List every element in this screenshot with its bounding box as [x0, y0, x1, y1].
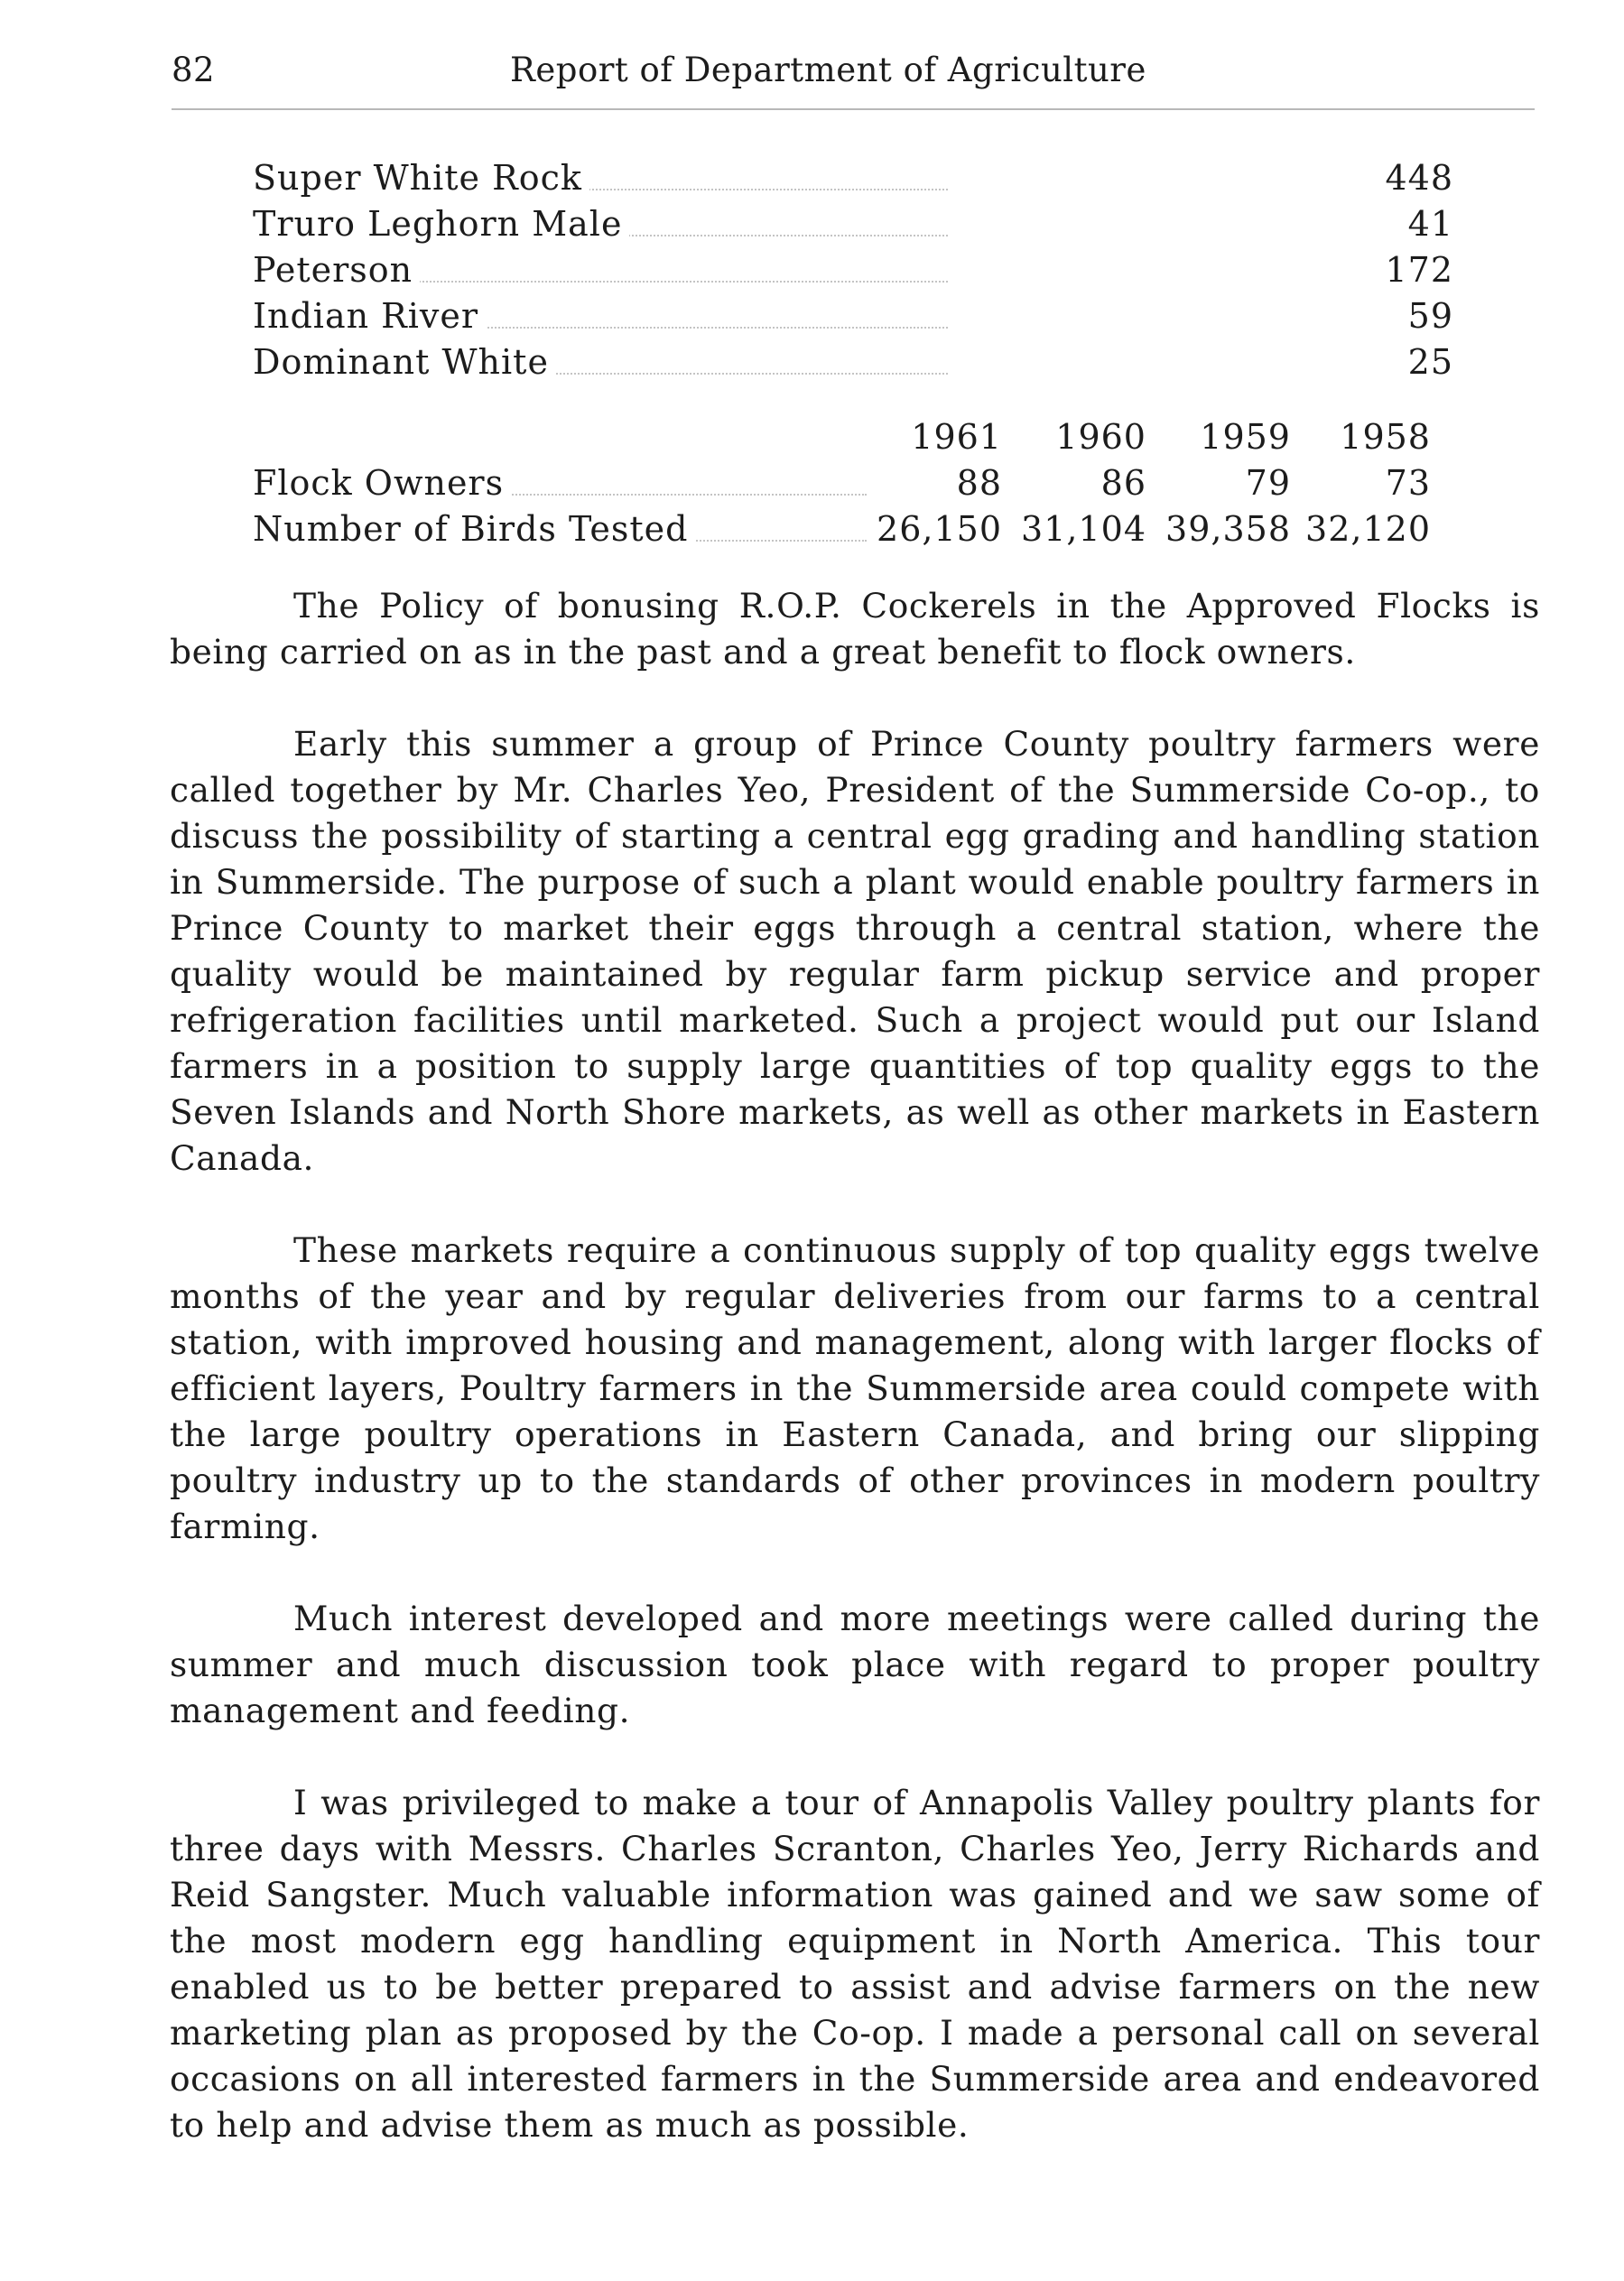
breed-count: 448 — [1385, 158, 1453, 198]
breed-count: 25 — [1407, 342, 1453, 382]
paragraph-egg-station: Early this summer a group of Prince County poultry farmers were called together by Mr. Charles Yeo, President of the Summerside Co-op., to discuss the possibility of starting a central egg grading and handling station in Summerside. The purpose of such a plant would enable poultry farmers in Prince County to market their eggs through a central station, where the quality would be maintained by regular farm pickup service and proper refrigeration facilities until marketed. Such a project would put our Island farmers in a position to supply large quantities of top quality eggs to the Seven Islands and North Shore markets, as well as other markets in Eastern Canada. — [170, 724, 1540, 1178]
year-header: 1959 — [1200, 417, 1291, 457]
breed-row — [253, 296, 1453, 342]
breed-name: Peterson — [253, 250, 420, 290]
running-header — [172, 51, 1544, 105]
breed-name: Indian River — [253, 296, 486, 336]
stats-cell: 39,358 — [1165, 509, 1291, 549]
stats-cell: 73 — [1385, 463, 1431, 503]
stats-cell: 79 — [1245, 463, 1291, 503]
stats-cell: 88 — [956, 463, 1002, 503]
breed-row — [253, 158, 1453, 204]
paragraph-annapolis-tour: I was privileged to make a tour of Annapolis Valley poultry plants for three days with Messrs. Charles Scranton, Charles Yeo, Jerry Richards and Reid Sangster. Much valuable information was gained and we saw some of the most modern egg handling equipment in North America. This tour enabled us to be better prepared to assist and advise farmers on the new marketing plan as proposed by the Co-op. I made a personal call on several occasions on all interested farmers in the Summerside area and endeavored to help and advise them as much as possible. — [170, 1783, 1540, 2145]
paragraph-rop-bonus: The Policy of bonusing R.O.P. Cockerels in the Approved Flocks is being carried on as in the past and a great benefit to flock owners. — [170, 586, 1540, 672]
breed-name: Dominant White — [253, 342, 556, 382]
page-number: 82 — [172, 51, 216, 89]
breed-row — [253, 250, 1453, 296]
stats-row-label: Flock Owners — [253, 463, 511, 503]
header-rule — [172, 108, 1535, 110]
flock-stats-table — [253, 417, 1453, 555]
year-header: 1958 — [1340, 417, 1431, 457]
stats-cell: 32,120 — [1305, 509, 1431, 549]
year-header: 1961 — [911, 417, 1002, 457]
breed-row — [253, 204, 1453, 250]
stats-header-row — [253, 417, 1453, 463]
year-header: 1960 — [1055, 417, 1146, 457]
breed-count: 59 — [1407, 296, 1453, 336]
stats-row-label: Number of Birds Tested — [253, 509, 695, 549]
running-title: Report of Department of Agriculture — [510, 51, 1146, 89]
stats-cell: 86 — [1100, 463, 1146, 503]
breed-list — [253, 158, 1453, 388]
breed-row — [253, 342, 1453, 388]
breed-name: Super White Rock — [253, 158, 589, 198]
stats-cell: 31,104 — [1021, 509, 1146, 549]
breed-count: 41 — [1407, 204, 1453, 244]
paragraph-meetings: Much interest developed and more meetings were called during the summer and much discussion took place with regard to proper poultry management and feeding. — [170, 1599, 1540, 1730]
breed-count: 172 — [1385, 250, 1453, 290]
paragraph-markets: These markets require a continuous supply of top quality eggs twelve months of the year and by regular deliveries from our farms to a central station, with improved housing and management, along with larger flocks of efficient layers, Poultry farmers in the Summerside area could compete with the large poultry operations in Eastern Canada, and bring our slipping poultry industry up to the standards of other provinces in modern poultry farming. — [170, 1230, 1540, 1546]
stats-row-birds-tested — [253, 509, 1453, 555]
stats-row-flock-owners — [253, 463, 1453, 509]
breed-name: Truro Leghorn Male — [253, 204, 629, 244]
stats-cell: 26,150 — [877, 509, 1002, 549]
body-text — [170, 583, 1540, 2194]
